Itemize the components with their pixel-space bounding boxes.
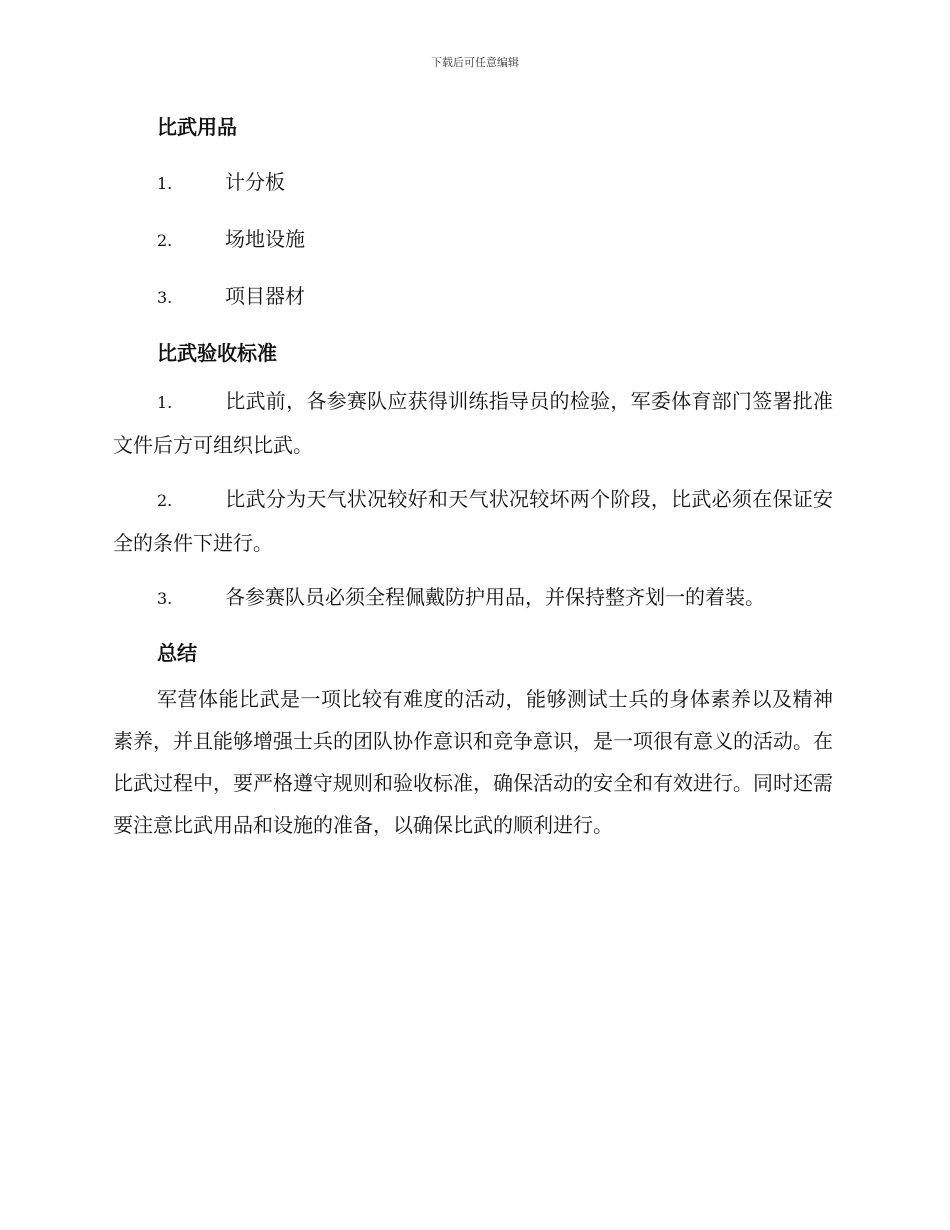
section-heading-acceptance-standards: 比武验收标准 (157, 341, 277, 365)
list-item (113, 224, 833, 256)
list-item (113, 380, 833, 466)
list-item (113, 167, 833, 199)
list-number: 3. (157, 288, 173, 307)
list-item (113, 478, 833, 564)
list-number: 2. (157, 491, 173, 510)
list-number: 2. (157, 231, 173, 250)
list-number: 3. (157, 589, 173, 608)
list-item (113, 281, 833, 313)
list-number: 1. (157, 174, 173, 193)
section-heading-equipment: 比武用品 (157, 115, 237, 139)
summary-paragraph: 军营体能比武是一项比较有难度的活动，能够测试士兵的身体素养以及精神素养，并且能够增强士兵的团队协作意识和竞争意识，是一项很有意义的活动。在比武过程中，要严格遵守规则和验收标准，确保活动的安全和有效进行。同时还需要注意比武用品和设施的准备，以确保比武的顺利进行。 (113, 687, 833, 837)
list-number: 1. (157, 393, 173, 412)
list-text: 项目器材 (225, 284, 305, 308)
header-note: 下载后可任意编辑 (431, 56, 519, 69)
list-text: 各参赛队员必须全程佩戴防护用品，并保持整齐划一的着装。 (225, 585, 765, 609)
list-text: 比武前，各参赛队应获得训练指导员的检验，军委体育部门签署批准文件后方可组织比武。 (113, 389, 833, 457)
document-content (113, 112, 833, 846)
section-heading-summary: 总结 (157, 641, 197, 665)
list-text: 比武分为天气状况较好和天气状况较坏两个阶段，比武必须在保证安全的条件下进行。 (113, 487, 833, 555)
list-text: 计分板 (225, 170, 285, 194)
list-text: 场地设施 (225, 227, 305, 251)
list-item (113, 576, 833, 620)
